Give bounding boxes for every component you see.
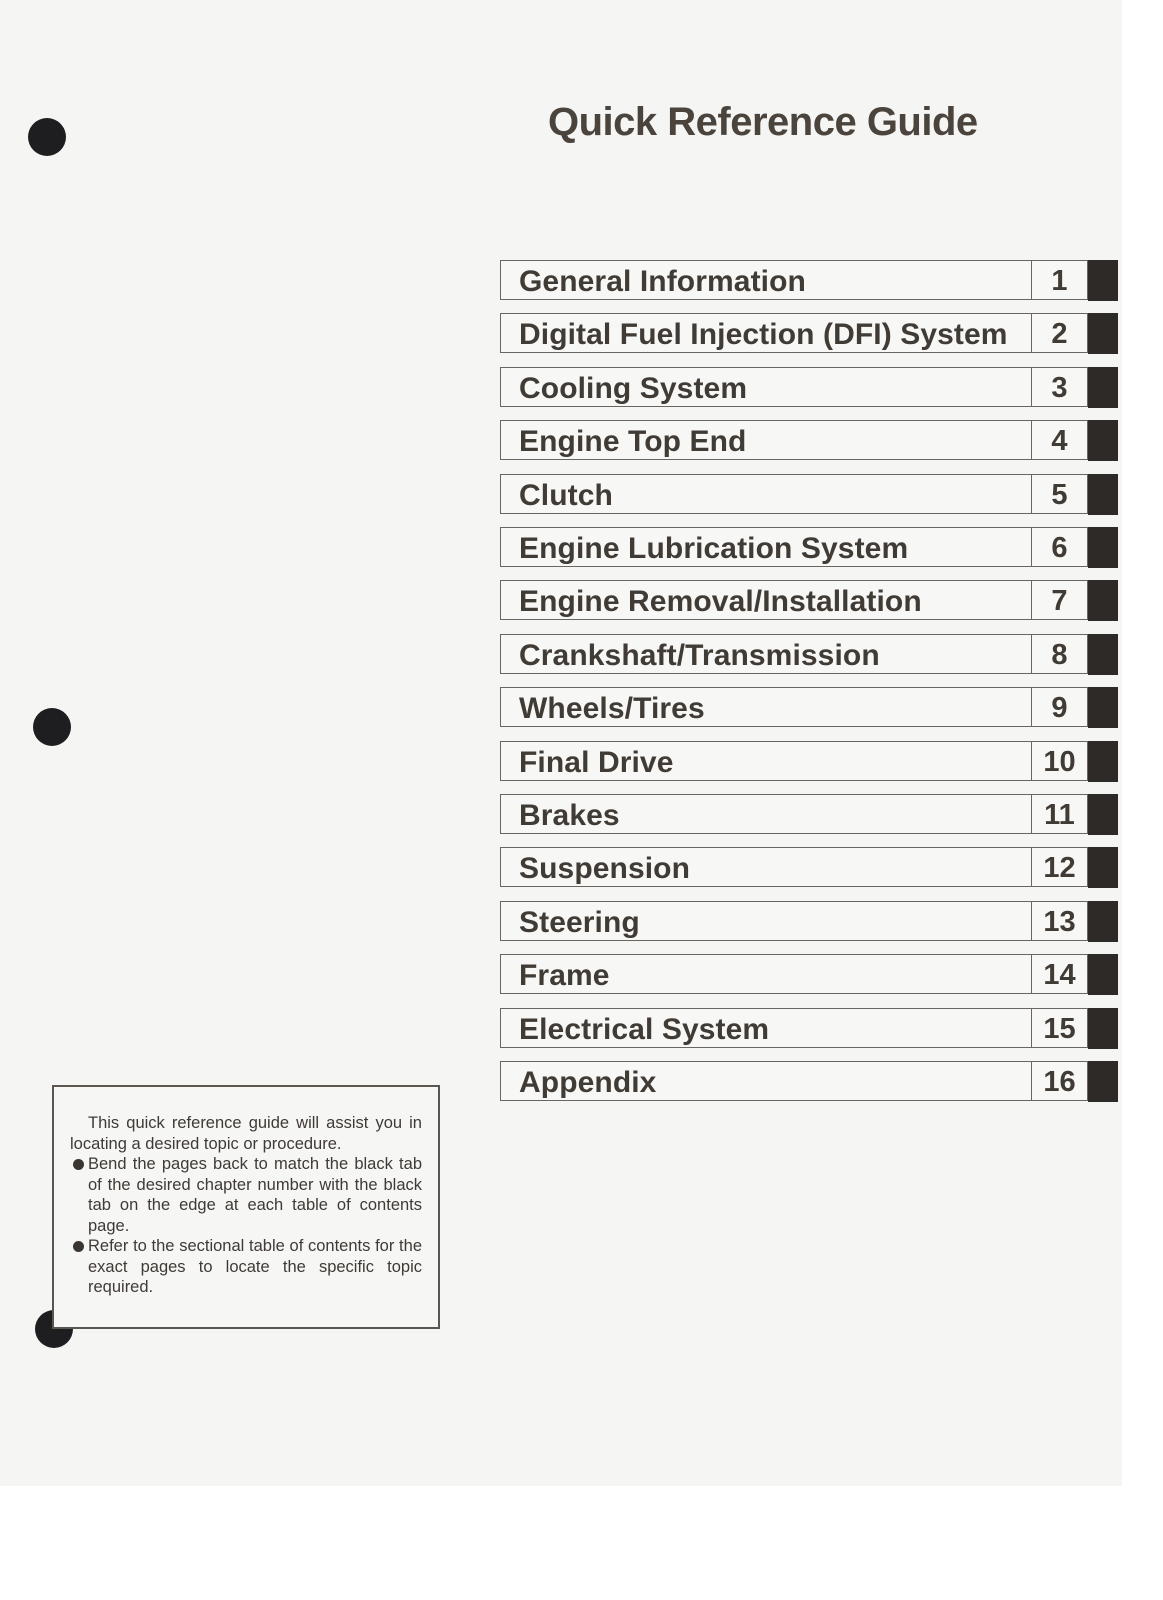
chapter-title: Frame — [519, 959, 610, 992]
chapter-row[interactable] — [500, 847, 1122, 889]
chapter-title: Digital Fuel Injection (DFI) System — [519, 318, 1008, 351]
chapter-row[interactable] — [500, 580, 1122, 622]
chapter-title: Engine Removal/Installation — [519, 585, 922, 618]
chapter-number: 16 — [1043, 1066, 1076, 1098]
chapter-row[interactable] — [500, 794, 1122, 836]
chapter-row[interactable] — [500, 954, 1122, 996]
chapter-title: Cooling System — [519, 372, 748, 405]
chapter-title-box — [500, 847, 1032, 887]
usage-note-box — [52, 1085, 440, 1329]
usage-note-text — [70, 1113, 422, 1298]
chapter-title-box — [500, 687, 1032, 727]
chapter-number: 7 — [1051, 585, 1068, 617]
chapter-number-box — [1032, 954, 1088, 994]
chapter-number: 13 — [1043, 906, 1076, 938]
chapter-title-box — [500, 954, 1032, 994]
chapter-black-tab[interactable] — [1088, 367, 1118, 408]
chapter-title: General Information — [519, 265, 806, 298]
chapter-row[interactable] — [500, 687, 1122, 729]
chapter-number: 12 — [1043, 852, 1076, 884]
chapter-black-tab[interactable] — [1088, 580, 1118, 621]
chapter-number: 15 — [1043, 1013, 1076, 1045]
chapter-title-box — [500, 794, 1032, 834]
usage-note-bullet-text: Refer to the sectional table of contents for the exact pages to locate the specific topic required. — [88, 1237, 422, 1296]
chapter-title-box — [500, 313, 1032, 353]
chapter-number-box — [1032, 847, 1088, 887]
chapter-number-box — [1032, 794, 1088, 834]
chapter-number-box — [1032, 1061, 1088, 1101]
chapter-black-tab[interactable] — [1088, 901, 1118, 942]
chapter-row[interactable] — [500, 741, 1122, 783]
chapter-number-box — [1032, 527, 1088, 567]
chapter-number: 5 — [1051, 479, 1068, 511]
punch-hole-top — [28, 118, 66, 156]
chapter-title-box — [500, 420, 1032, 460]
chapter-title: Steering — [519, 906, 640, 939]
bullet-dot-icon — [73, 1241, 84, 1252]
chapter-number: 2 — [1051, 318, 1068, 350]
chapter-number-box — [1032, 474, 1088, 514]
chapter-title: Engine Top End — [519, 425, 747, 458]
usage-note-bullet — [70, 1154, 422, 1236]
chapter-black-tab[interactable] — [1088, 420, 1118, 461]
chapter-black-tab[interactable] — [1088, 527, 1118, 568]
chapter-title: Suspension — [519, 852, 691, 885]
chapter-row[interactable] — [500, 1008, 1122, 1050]
chapter-title-box — [500, 580, 1032, 620]
chapter-title-box — [500, 1061, 1032, 1101]
page-title: Quick Reference Guide — [548, 100, 978, 144]
chapter-title: Final Drive — [519, 746, 674, 779]
usage-note-intro: This quick reference guide will assist you in locating a desired topic or procedure. — [70, 1114, 422, 1153]
chapter-number-box — [1032, 580, 1088, 620]
chapter-number: 6 — [1051, 532, 1068, 564]
chapter-number: 11 — [1044, 799, 1075, 831]
chapter-title-box — [500, 634, 1032, 674]
chapter-row[interactable] — [500, 1061, 1122, 1103]
chapter-title: Crankshaft/Transmission — [519, 639, 880, 672]
chapter-number-box — [1032, 1008, 1088, 1048]
chapter-row[interactable] — [500, 634, 1122, 676]
chapter-row[interactable] — [500, 901, 1122, 943]
chapter-title: Engine Lubrication System — [519, 532, 909, 565]
chapter-black-tab[interactable] — [1088, 1008, 1118, 1049]
chapter-number-box — [1032, 313, 1088, 353]
chapter-black-tab[interactable] — [1088, 634, 1118, 675]
chapter-number-box — [1032, 634, 1088, 674]
chapter-title-box — [500, 527, 1032, 567]
chapter-row[interactable] — [500, 367, 1122, 409]
chapter-row[interactable] — [500, 527, 1122, 569]
chapter-number: 14 — [1043, 959, 1076, 991]
chapter-row[interactable] — [500, 313, 1122, 355]
chapter-black-tab[interactable] — [1088, 687, 1118, 728]
chapter-title-box — [500, 1008, 1032, 1048]
usage-note-bullet-text: Bend the pages back to match the black tab of the desired chapter number with the black tab on the edge at each table of contents page. — [88, 1155, 422, 1235]
chapter-number-box — [1032, 420, 1088, 460]
usage-note-bullet — [70, 1236, 422, 1298]
chapter-number-box — [1032, 741, 1088, 781]
chapter-black-tab[interactable] — [1088, 474, 1118, 515]
chapter-number: 10 — [1043, 746, 1076, 778]
chapter-black-tab[interactable] — [1088, 794, 1118, 835]
chapter-number: 8 — [1051, 639, 1068, 671]
chapter-number-box — [1032, 687, 1088, 727]
chapter-number: 4 — [1051, 425, 1068, 457]
chapter-black-tab[interactable] — [1088, 741, 1118, 782]
punch-hole-middle — [33, 708, 71, 746]
chapter-title: Electrical System — [519, 1013, 770, 1046]
chapter-black-tab[interactable] — [1088, 260, 1118, 301]
chapter-title-box — [500, 901, 1032, 941]
chapter-row[interactable] — [500, 420, 1122, 462]
chapter-number: 9 — [1051, 692, 1068, 724]
chapter-number: 3 — [1051, 372, 1068, 404]
chapter-title-box — [500, 260, 1032, 300]
chapter-title: Brakes — [519, 799, 620, 832]
chapter-number-box — [1032, 260, 1088, 300]
chapter-title: Appendix — [519, 1066, 657, 1099]
chapter-title-box — [500, 367, 1032, 407]
chapter-black-tab[interactable] — [1088, 954, 1118, 995]
chapter-number: 1 — [1051, 265, 1068, 297]
chapter-row[interactable] — [500, 474, 1122, 516]
chapter-title: Clutch — [519, 479, 613, 512]
chapter-black-tab[interactable] — [1088, 313, 1118, 354]
chapter-black-tab[interactable] — [1088, 847, 1118, 888]
chapter-black-tab[interactable] — [1088, 1061, 1118, 1102]
chapter-title-box — [500, 474, 1032, 514]
chapter-title-box — [500, 741, 1032, 781]
chapter-title: Wheels/Tires — [519, 692, 705, 725]
bullet-dot-icon — [73, 1159, 84, 1170]
chapter-number-box — [1032, 367, 1088, 407]
chapter-number-box — [1032, 901, 1088, 941]
chapter-row[interactable] — [500, 260, 1122, 302]
